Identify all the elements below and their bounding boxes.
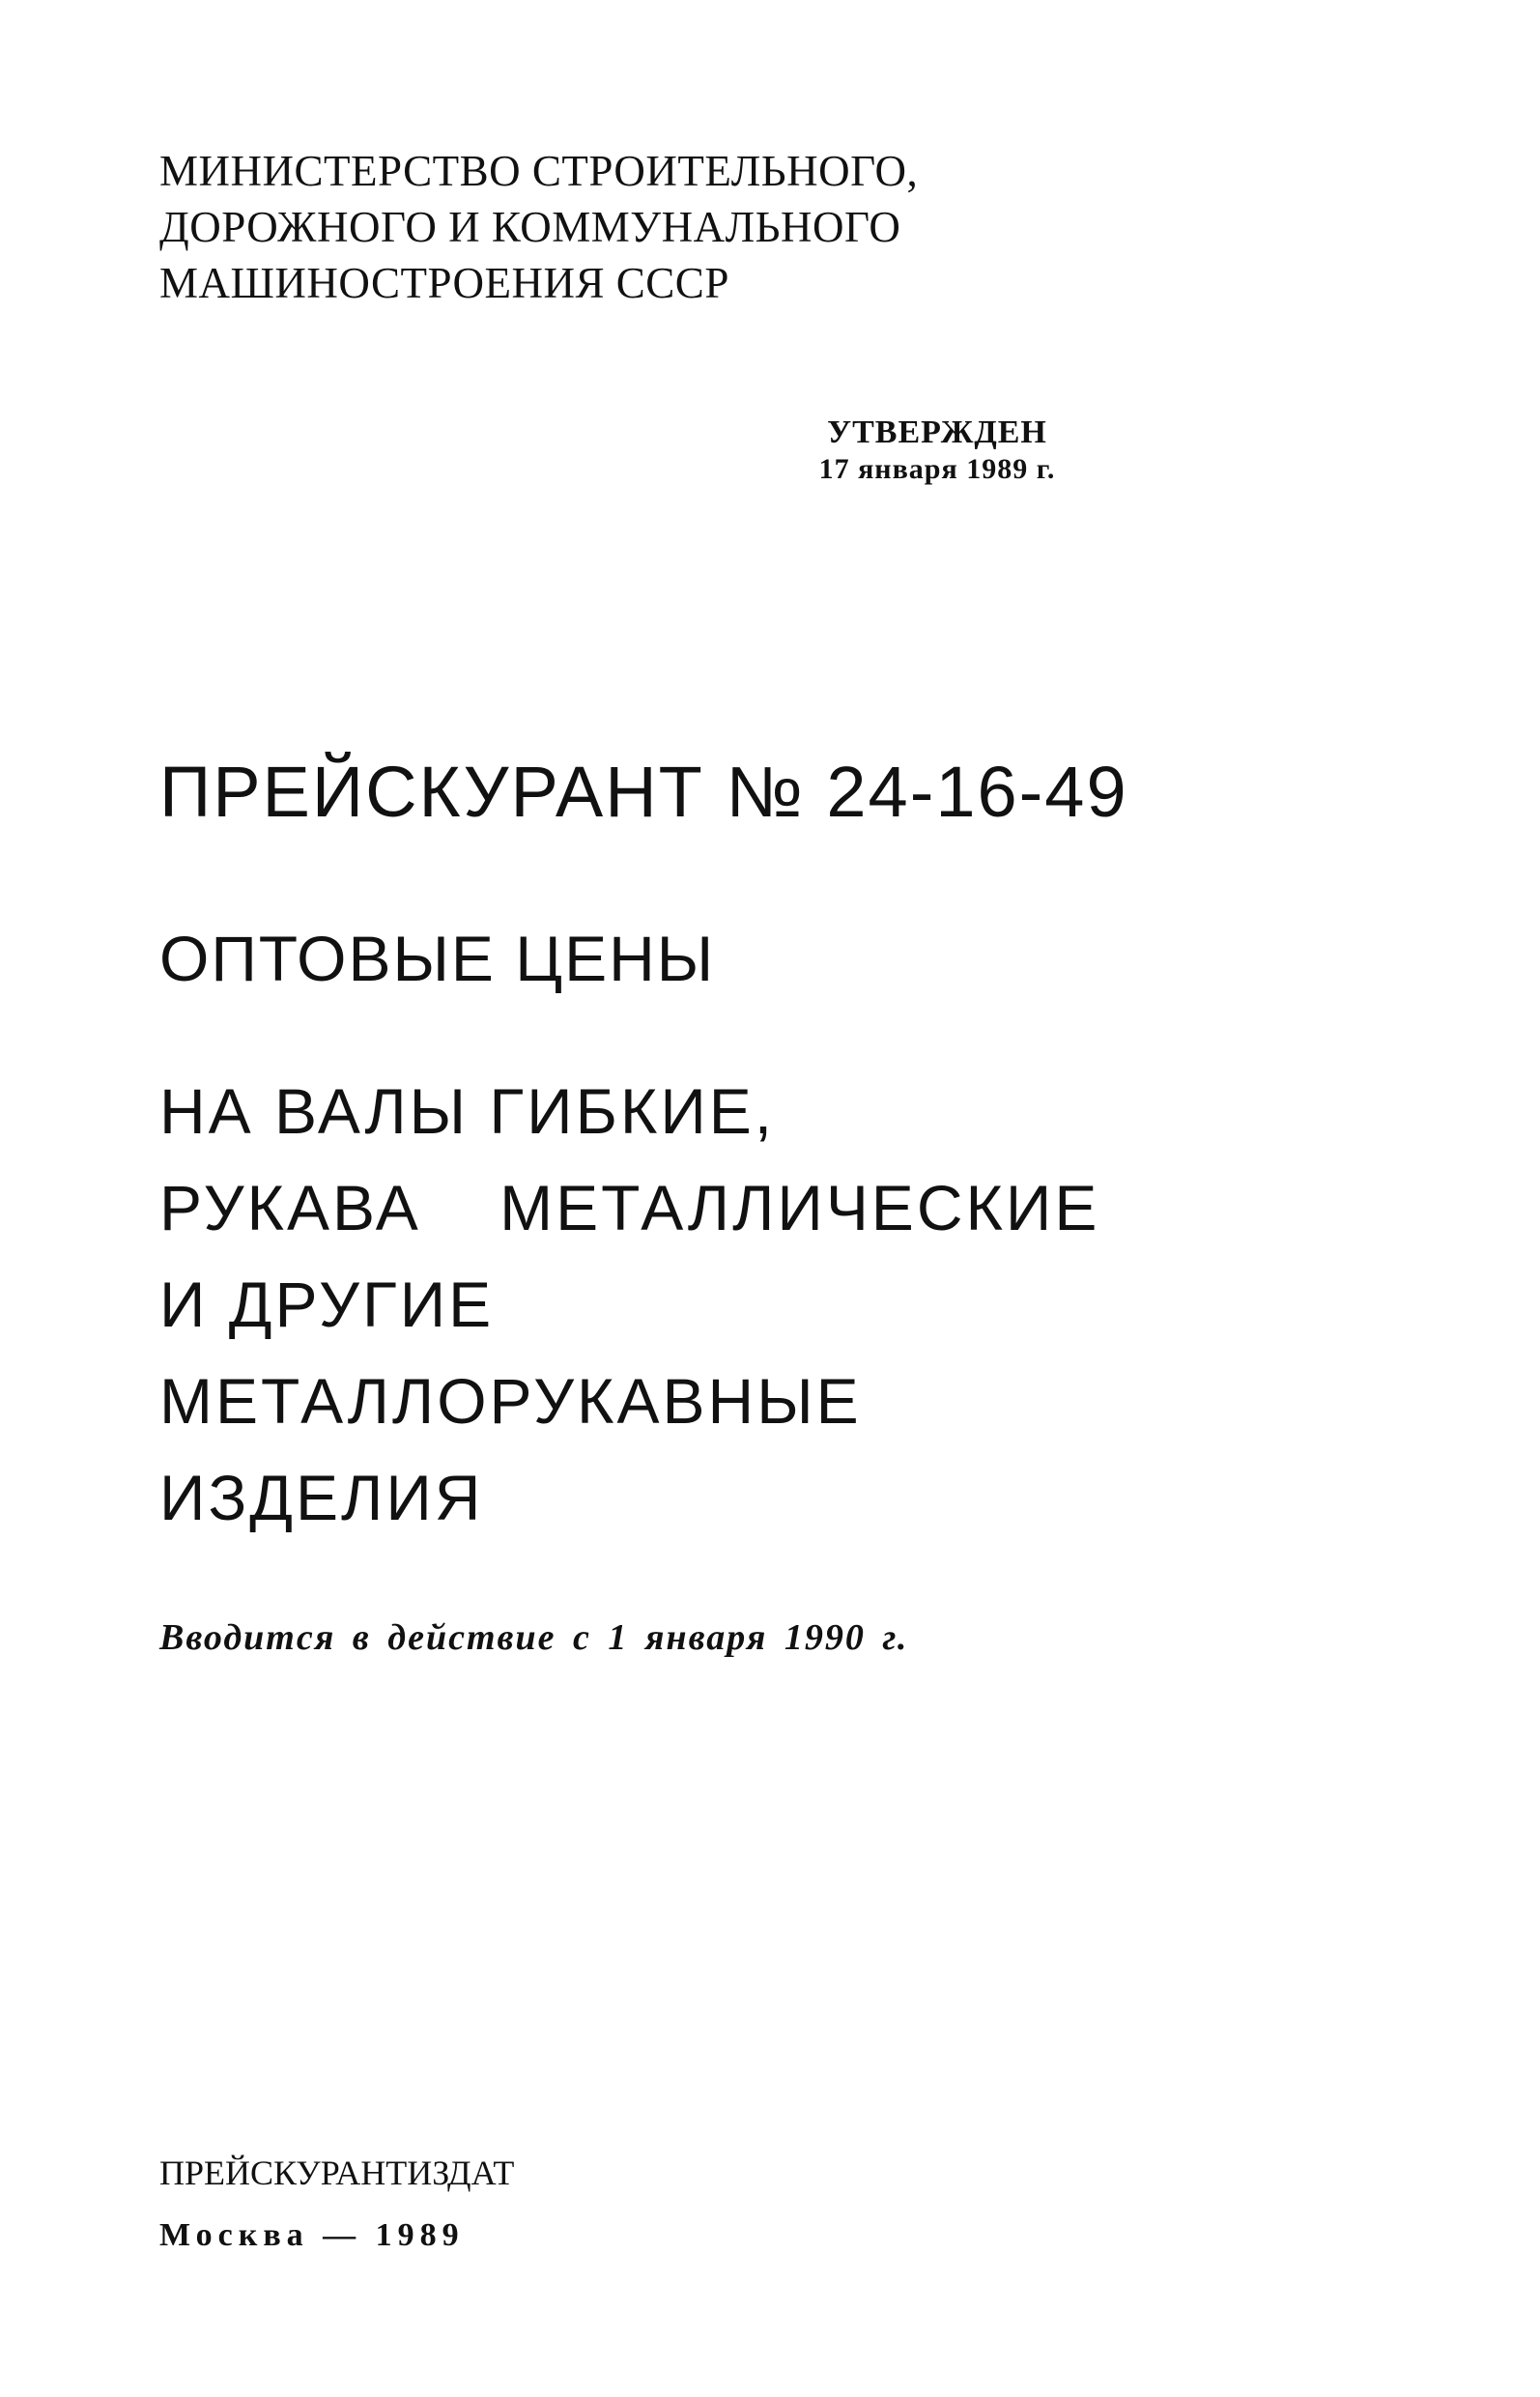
product-line-5: ИЗДЕЛИЯ (159, 1462, 484, 1533)
product-line-2: РУКАВА МЕТАЛЛИЧЕСКИЕ (159, 1172, 1100, 1243)
place-year: Москва — 1989 (159, 2217, 465, 2253)
product-line-4: МЕТАЛЛОРУКАВНЫЕ (159, 1365, 862, 1437)
product-line-1: НА ВАЛЫ ГИБКИЕ, (159, 1075, 776, 1147)
product-title (159, 1063, 1099, 1546)
ministry-line-3: МАШИНОСТРОЕНИЯ СССР (159, 259, 729, 307)
ministry-line-1: МИНИСТЕРСТВО СТРОИТЕЛЬНОГО, (159, 147, 919, 195)
approval-block (783, 414, 1092, 487)
document-subtitle: ОПТОВЫЕ ЦЕНЫ (159, 923, 716, 994)
pricelist-number: ПРЕЙСКУРАНТ № 24-16-49 (159, 752, 1128, 832)
product-line-3: И ДРУГИЕ (159, 1269, 495, 1340)
approval-label: УТВЕРЖДЕН (827, 414, 1047, 450)
effective-date-note: Вводится в действие с 1 января 1990 г. (159, 1617, 909, 1658)
publisher-name: ПРЕЙСКУРАНТИЗДАТ (159, 2154, 515, 2192)
approval-date: 17 января 1989 г. (818, 453, 1056, 485)
ministry-line-2: ДОРОЖНОГО И КОММУНАЛЬНОГО (159, 203, 901, 251)
ministry-heading (159, 143, 918, 311)
